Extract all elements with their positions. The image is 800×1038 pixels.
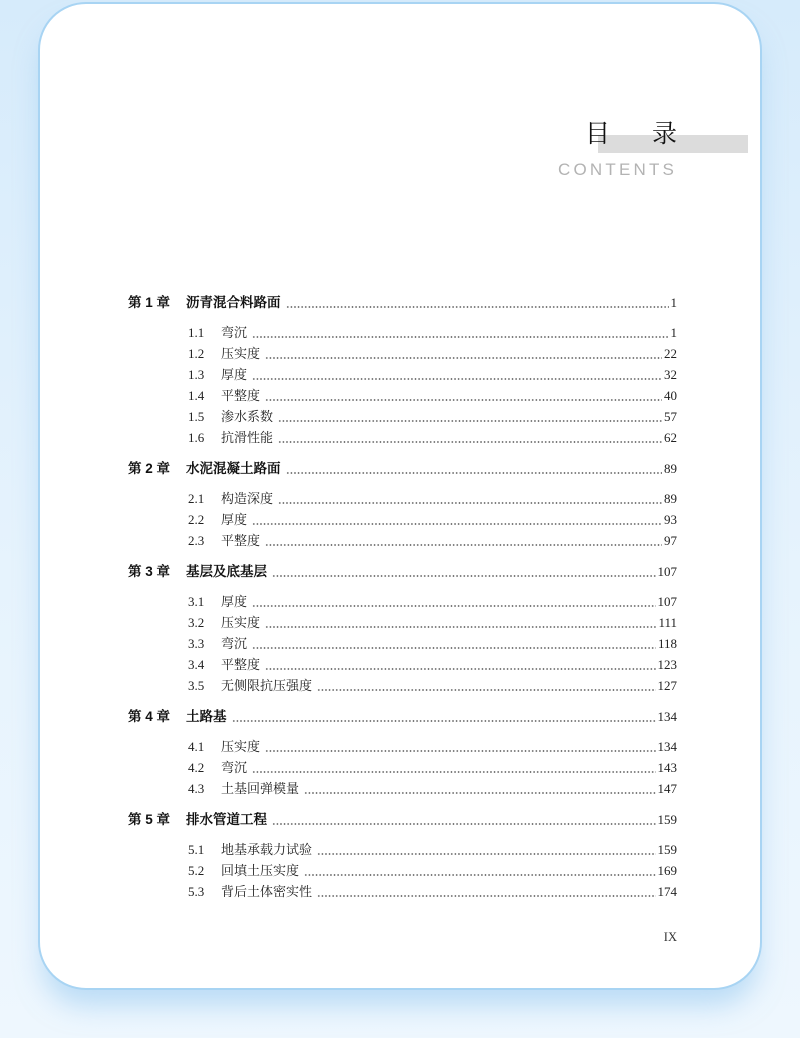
section-4-3-page: 147: [657, 781, 677, 796]
chapter-1-page: 1: [670, 295, 677, 310]
page-title-char-1: 目: [585, 119, 611, 148]
chapter-2: [128, 458, 677, 551]
section-4-2-title: 弯沉: [221, 760, 248, 775]
document-page: [38, 2, 762, 990]
section-2-2-title: 厚度: [221, 512, 248, 527]
chapter-3: [128, 561, 677, 696]
section-3-5-number: 3.5: [188, 678, 205, 693]
toc-list: [128, 292, 677, 902]
section-2-3-dot-leader: [265, 544, 662, 546]
chapter-5-number: 第 5 章: [128, 812, 171, 827]
section-5-1: [188, 839, 677, 860]
chapter-1-title: 沥青混合料路面: [186, 295, 281, 310]
chapter-2-number: 第 2 章: [128, 461, 171, 476]
section-3-2: [188, 612, 677, 633]
chapter-4: [128, 706, 677, 799]
page-subtitle: CONTENTS: [558, 160, 678, 179]
section-4-2: [188, 757, 677, 778]
chapter-2-heading: [128, 458, 677, 479]
section-2-2: [188, 509, 677, 530]
chapter-4-section-list: [128, 736, 677, 799]
chapter-1-heading: [128, 292, 677, 313]
section-1-4: [188, 385, 677, 406]
section-3-2-dot-leader: [265, 626, 656, 628]
chapter-3-title: 基层及底基层: [186, 564, 267, 579]
section-2-1-title: 构造深度: [221, 491, 274, 506]
section-2-2-dot-leader: [252, 523, 662, 525]
section-5-2-title: 回填土压实度: [221, 863, 300, 878]
section-2-3-page: 97: [664, 533, 677, 548]
section-3-4-page: 123: [657, 657, 677, 672]
section-3-3: [188, 633, 677, 654]
section-1-2-dot-leader: [265, 357, 662, 359]
section-5-2: [188, 860, 677, 881]
section-1-3: [188, 364, 677, 385]
section-1-6-dot-leader: [278, 441, 662, 443]
section-3-1-dot-leader: [252, 605, 655, 607]
section-1-6-title: 抗滑性能: [221, 430, 274, 445]
chapter-4-title: 土路基: [186, 709, 227, 724]
section-4-1-title: 压实度: [221, 739, 261, 754]
section-3-4-number: 3.4: [188, 657, 205, 672]
chapter-2-page: 89: [664, 461, 677, 476]
section-1-1-title: 弯沉: [221, 325, 248, 340]
section-3-5-dot-leader: [317, 689, 655, 691]
section-1-6-number: 1.6: [188, 430, 205, 445]
section-2-1-number: 2.1: [188, 491, 205, 506]
section-3-4-dot-leader: [265, 668, 655, 670]
section-5-3-number: 5.3: [188, 884, 205, 899]
section-1-5-number: 1.5: [188, 409, 205, 424]
section-1-4-dot-leader: [265, 399, 662, 401]
section-2-2-page: 93: [664, 512, 677, 527]
section-2-3-title: 平整度: [221, 533, 261, 548]
section-2-3-number: 2.3: [188, 533, 205, 548]
chapter-1: [128, 292, 677, 448]
section-5-1-title: 地基承载力试验: [221, 842, 313, 857]
section-3-2-title: 压实度: [221, 615, 261, 630]
section-3-5: [188, 675, 677, 696]
section-3-1-number: 3.1: [188, 594, 205, 609]
chapter-1-number: 第 1 章: [128, 295, 171, 310]
section-1-6-page: 62: [664, 430, 677, 445]
section-4-3-dot-leader: [304, 792, 655, 794]
section-1-4-title: 平整度: [221, 388, 261, 403]
chapter-2-section-list: [128, 488, 677, 551]
section-3-2-number: 3.2: [188, 615, 205, 630]
chapter-4-dot-leader: [232, 720, 656, 722]
section-3-5-title: 无侧限抗压强度: [221, 678, 313, 693]
section-5-3-dot-leader: [317, 895, 655, 897]
section-1-5-page: 57: [664, 409, 677, 424]
section-4-3: [188, 778, 677, 799]
section-5-3-title: 背后土体密实性: [221, 884, 313, 899]
section-4-1: [188, 736, 677, 757]
section-1-1-dot-leader: [252, 336, 668, 338]
chapter-5-section-list: [128, 839, 677, 902]
section-4-2-page: 143: [657, 760, 677, 775]
section-1-4-page: 40: [664, 388, 677, 403]
section-4-3-title: 土基回弹模量: [221, 781, 300, 796]
chapter-3-page: 107: [657, 564, 677, 579]
section-1-5-title: 渗水系数: [221, 409, 274, 424]
chapter-3-heading: [128, 561, 677, 582]
section-3-3-title: 弯沉: [221, 636, 248, 651]
section-1-3-number: 1.3: [188, 367, 205, 382]
section-4-1-dot-leader: [265, 750, 655, 752]
section-3-1: [188, 591, 677, 612]
chapter-5-dot-leader: [272, 823, 656, 825]
section-5-1-page: 159: [657, 842, 677, 857]
chapter-2-title: 水泥混凝土路面: [186, 461, 281, 476]
section-1-1-page: 1: [670, 325, 677, 340]
footer-page-number: IX: [663, 930, 677, 944]
section-3-3-number: 3.3: [188, 636, 205, 651]
section-2-3: [188, 530, 677, 551]
section-1-3-dot-leader: [252, 378, 662, 380]
section-1-6: [188, 427, 677, 448]
page-title-char-2: 录: [652, 119, 678, 148]
section-3-4: [188, 654, 677, 675]
section-5-3-page: 174: [657, 884, 677, 899]
section-4-3-number: 4.3: [188, 781, 205, 796]
section-1-2-number: 1.2: [188, 346, 205, 361]
section-5-1-number: 5.1: [188, 842, 205, 857]
chapter-5-page: 159: [657, 812, 677, 827]
chapter-5-title: 排水管道工程: [186, 812, 267, 827]
section-1-1: [188, 322, 677, 343]
section-3-1-title: 厚度: [221, 594, 248, 609]
section-1-2-page: 22: [664, 346, 677, 361]
section-2-1: [188, 488, 677, 509]
chapter-4-heading: [128, 706, 677, 727]
chapter-5-heading: [128, 809, 677, 830]
section-1-3-title: 厚度: [221, 367, 248, 382]
section-5-3: [188, 881, 677, 902]
section-4-2-dot-leader: [252, 771, 655, 773]
section-3-2-page: 111: [658, 615, 677, 630]
chapter-4-page: 134: [657, 709, 677, 724]
section-1-2-title: 压实度: [221, 346, 261, 361]
section-3-4-title: 平整度: [221, 657, 261, 672]
section-4-1-page: 134: [657, 739, 677, 754]
chapter-5: [128, 809, 677, 902]
section-3-5-page: 127: [657, 678, 677, 693]
section-3-1-page: 107: [657, 594, 677, 609]
section-1-4-number: 1.4: [188, 388, 205, 403]
section-4-1-number: 4.1: [188, 739, 205, 754]
section-1-5: [188, 406, 677, 427]
chapter-1-section-list: [128, 322, 677, 448]
chapter-3-dot-leader: [272, 575, 656, 577]
section-3-3-page: 118: [657, 636, 677, 651]
section-5-1-dot-leader: [317, 853, 655, 855]
section-1-5-dot-leader: [278, 420, 662, 422]
section-2-1-page: 89: [664, 491, 677, 506]
chapter-4-number: 第 4 章: [128, 709, 171, 724]
section-5-2-number: 5.2: [188, 863, 205, 878]
section-5-2-page: 169: [657, 863, 677, 878]
section-4-2-number: 4.2: [188, 760, 205, 775]
chapter-1-dot-leader: [286, 306, 669, 308]
section-1-1-number: 1.1: [188, 325, 205, 340]
section-1-2: [188, 343, 677, 364]
section-2-2-number: 2.2: [188, 512, 205, 527]
section-5-2-dot-leader: [304, 874, 655, 876]
section-2-1-dot-leader: [278, 502, 662, 504]
section-3-3-dot-leader: [252, 647, 656, 649]
chapter-2-dot-leader: [286, 472, 663, 474]
chapter-3-number: 第 3 章: [128, 564, 171, 579]
chapter-3-section-list: [128, 591, 677, 696]
section-1-3-page: 32: [664, 367, 677, 382]
